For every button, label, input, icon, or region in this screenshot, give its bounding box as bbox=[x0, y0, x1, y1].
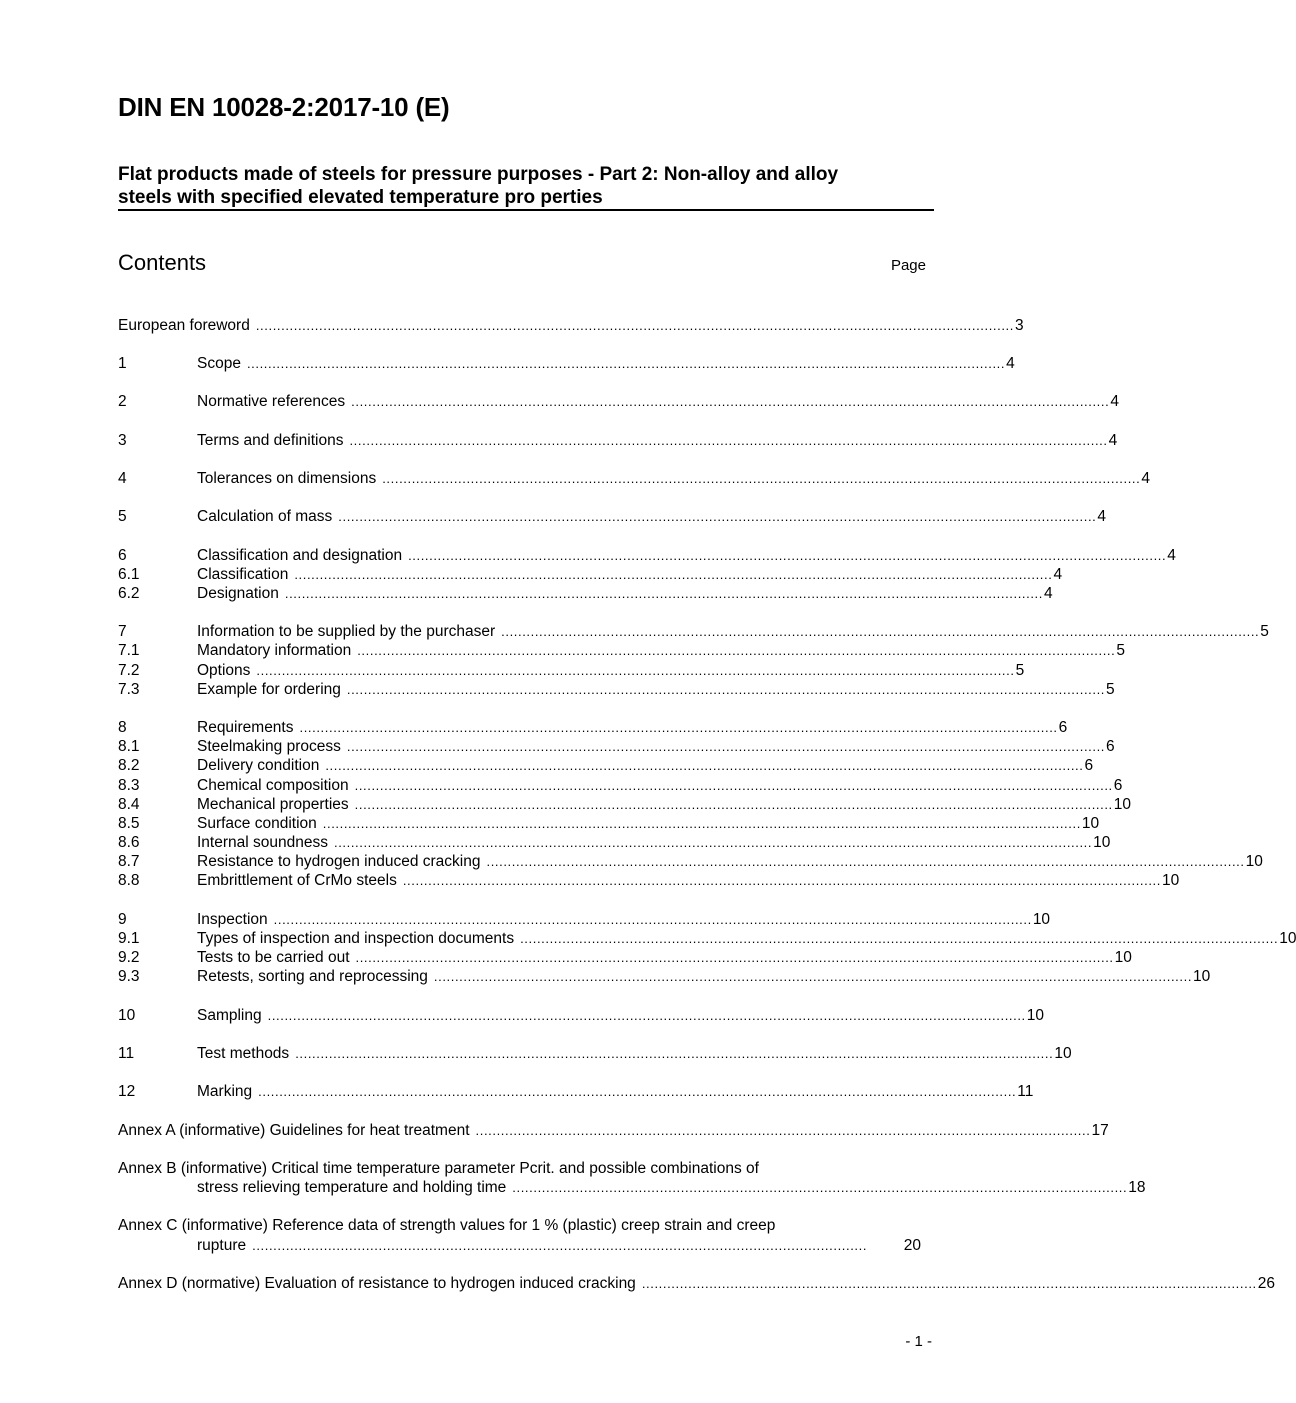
leader-dots: .................................................................................................................................................................................... bbox=[258, 1084, 1017, 1099]
toc-section-number: 7.3 bbox=[118, 681, 140, 698]
toc-section-number: 6.1 bbox=[118, 566, 140, 583]
leader-dots: .................................................................................................................................................................................... bbox=[402, 873, 1161, 888]
toc-label: Options bbox=[197, 661, 256, 680]
toc-label: Embrittlement of CrMo steels bbox=[197, 871, 403, 890]
toc-page: 4 bbox=[1108, 432, 1118, 449]
toc-section-number: 3 bbox=[118, 432, 127, 449]
leader-dots: .................................................................................................................................................................................... bbox=[273, 912, 1032, 927]
toc-label: Test methods bbox=[197, 1044, 295, 1063]
document-id: DIN EN 10028-2:2017-10 (E) bbox=[118, 92, 450, 122]
toc-page: 5 bbox=[1116, 642, 1125, 659]
toc-entry[interactable] bbox=[118, 622, 1269, 641]
toc-page: 20 bbox=[903, 1237, 921, 1254]
leader-dots: .................................................................................................................................................................................... bbox=[486, 854, 1245, 869]
toc-entry[interactable] bbox=[118, 680, 1115, 699]
toc-entry[interactable] bbox=[118, 1044, 1072, 1063]
toc-label: Information to be supplied by the purchaser bbox=[197, 622, 501, 641]
toc-label: European foreword bbox=[118, 316, 256, 335]
toc-entry[interactable] bbox=[118, 967, 1211, 986]
leader-dots: .................................................................................................................................................. bbox=[475, 1123, 1091, 1138]
toc-page: 10 bbox=[1114, 949, 1132, 966]
toc-page: 4 bbox=[1006, 355, 1015, 372]
toc-section-number: 8.5 bbox=[118, 815, 140, 832]
toc-page: 6 bbox=[1058, 719, 1068, 736]
toc-label: Chemical composition bbox=[197, 776, 355, 795]
toc-label: Resistance to hydrogen induced cracking bbox=[197, 852, 486, 871]
document-subtitle bbox=[118, 163, 918, 209]
leader-dots: .................................................................................................................................................................................... bbox=[354, 778, 1113, 793]
toc-label: Calculation of mass bbox=[197, 507, 338, 526]
leader-dots: .................................................................................................................................................................................... bbox=[408, 548, 1167, 563]
toc-section-number: 12 bbox=[118, 1083, 136, 1100]
toc-label: Tests to be carried out bbox=[197, 948, 356, 967]
toc-entry[interactable] bbox=[118, 584, 1053, 603]
toc-page: 4 bbox=[1097, 508, 1107, 525]
toc-label: Scope bbox=[197, 354, 247, 373]
toc-label: Retests, sorting and reprocessing bbox=[197, 967, 434, 986]
toc-label: rupture bbox=[197, 1236, 252, 1255]
leader-dots: .................................................................................................................................................................................... bbox=[255, 318, 1014, 333]
toc-page: 10 bbox=[1093, 834, 1111, 851]
toc-entry[interactable] bbox=[118, 565, 1063, 584]
toc-entry[interactable] bbox=[118, 795, 1132, 814]
contents-heading: Contents bbox=[118, 250, 207, 275]
toc-label: Requirements bbox=[197, 718, 300, 737]
toc-section-number: 7.2 bbox=[118, 662, 140, 679]
toc-page: 10 bbox=[1245, 853, 1263, 870]
leader-dots: .................................................................................................................................................................................... bbox=[346, 739, 1106, 754]
leader-dots: .................................................................................................................................................................................... bbox=[322, 816, 1081, 831]
toc-entry[interactable] bbox=[118, 431, 1118, 450]
toc-section-number: 9.1 bbox=[118, 930, 140, 947]
leader-dots: .................................................................................................................................................................................... bbox=[338, 509, 1097, 524]
toc-label: Mandatory information bbox=[197, 641, 357, 660]
toc-label: stress relieving temperature and holding time bbox=[197, 1178, 512, 1197]
toc-section-number: 4 bbox=[118, 470, 127, 487]
toc-section-number: 10 bbox=[118, 1007, 136, 1024]
toc-entry[interactable] bbox=[118, 833, 1111, 852]
toc-page: 4 bbox=[1167, 547, 1176, 564]
leader-dots: .................................................................................................................................................................................... bbox=[294, 567, 1053, 582]
toc-page: 17 bbox=[1091, 1122, 1109, 1139]
toc-label: Inspection bbox=[197, 910, 274, 929]
toc-section-number: 8.1 bbox=[118, 738, 140, 755]
toc-label: Steelmaking process bbox=[197, 737, 347, 756]
toc-section-number: 9 bbox=[118, 911, 127, 928]
toc-entry[interactable] bbox=[118, 814, 1100, 833]
toc-label: Classification and designation bbox=[197, 546, 408, 565]
toc-entry[interactable] bbox=[118, 776, 1123, 795]
leader-dots: .................................................................................................................................................. bbox=[252, 1238, 868, 1253]
toc-section-number: 8.3 bbox=[118, 777, 140, 794]
toc-entry-annex-a[interactable] bbox=[118, 1121, 1109, 1140]
toc-entry-annex-d[interactable] bbox=[118, 1274, 1275, 1293]
toc-entry[interactable] bbox=[118, 469, 1150, 488]
leader-dots: .................................................................................................................................................................................... bbox=[354, 797, 1113, 812]
leader-dots: .................................................................................................................................................................................... bbox=[299, 720, 1058, 735]
toc-section-number: 11 bbox=[118, 1045, 135, 1062]
title-underline bbox=[118, 209, 934, 211]
leader-dots: .................................................................................................................................................................................... bbox=[267, 1008, 1026, 1023]
toc-label: Surface condition bbox=[197, 814, 323, 833]
toc-entry[interactable] bbox=[118, 948, 1132, 967]
toc-entry[interactable] bbox=[118, 871, 1180, 890]
toc-page: 11 bbox=[1017, 1083, 1034, 1100]
leader-dots: .................................................................................................................................................................................... bbox=[382, 471, 1141, 486]
toc-label: Types of inspection and inspection documents bbox=[197, 929, 520, 948]
toc-label: Normative references bbox=[197, 392, 351, 411]
toc-label: Terms and definitions bbox=[197, 431, 349, 450]
toc-section-number: 8.6 bbox=[118, 834, 140, 851]
toc-entry[interactable] bbox=[118, 1082, 1034, 1101]
page-column-label: Page bbox=[890, 257, 926, 274]
toc-page: 10 bbox=[1032, 911, 1051, 928]
toc-entry[interactable] bbox=[118, 661, 1025, 680]
toc-entry[interactable] bbox=[118, 507, 1107, 526]
toc-section-number: 8.7 bbox=[118, 853, 140, 870]
toc-entry[interactable] bbox=[118, 392, 1119, 411]
toc-section-number: 8.2 bbox=[118, 757, 140, 774]
leader-dots: .................................................................................................................................................................................... bbox=[501, 624, 1260, 639]
toc-page: 4 bbox=[1110, 393, 1119, 410]
toc-label: Delivery condition bbox=[197, 756, 325, 775]
toc-page: 10 bbox=[1113, 796, 1132, 813]
subtitle-line-2: steels with specified elevated temperature pro perties bbox=[118, 187, 603, 208]
toc-label: Marking bbox=[197, 1082, 258, 1101]
toc-page: 4 bbox=[1044, 585, 1053, 602]
toc-section-number: 2 bbox=[118, 393, 127, 410]
leader-dots: .................................................................................................................................................................................... bbox=[325, 758, 1084, 773]
toc-section-number: 7.1 bbox=[118, 642, 140, 659]
toc-entry[interactable] bbox=[118, 641, 1125, 660]
toc-entry[interactable] bbox=[118, 546, 1176, 565]
toc-label: Internal soundness bbox=[197, 833, 334, 852]
toc-label: Designation bbox=[197, 584, 285, 603]
toc-section-number: 8.4 bbox=[118, 796, 140, 813]
toc-section-number: 9.2 bbox=[118, 949, 140, 966]
toc-entry-annex-c[interactable] bbox=[118, 1236, 921, 1255]
toc-page: 4 bbox=[1053, 566, 1063, 583]
toc-entry[interactable] bbox=[118, 737, 1115, 756]
toc-section-number: 9.3 bbox=[118, 968, 140, 985]
toc-page: 26 bbox=[1257, 1275, 1275, 1292]
leader-dots: .................................................................................................................................................................................... bbox=[349, 433, 1108, 448]
toc-section-number: 1 bbox=[118, 355, 127, 372]
toc-label: Annex D (normative) Evaluation of resistance to hydrogen induced cracking bbox=[118, 1274, 642, 1293]
page-number: - 1 - bbox=[905, 1333, 932, 1350]
leader-dots: .................................................................................................................................................................................... bbox=[520, 931, 1279, 946]
toc-page: 4 bbox=[1141, 470, 1150, 487]
leader-dots: .................................................................................................................................................................................... bbox=[357, 643, 1116, 658]
leader-dots: .................................................................................................................................................................................... bbox=[355, 950, 1114, 965]
leader-dots: .................................................................................................................................................................................... bbox=[346, 682, 1106, 697]
toc-entry[interactable] bbox=[118, 316, 1024, 335]
toc-entry[interactable] bbox=[118, 756, 1094, 775]
toc-section-number: 7 bbox=[118, 623, 127, 640]
toc-section-number: 8 bbox=[118, 719, 127, 736]
leader-dots: .................................................................................................................................................................................... bbox=[284, 586, 1043, 601]
toc-entry[interactable] bbox=[118, 718, 1068, 737]
toc-entry[interactable] bbox=[118, 910, 1051, 929]
toc-section-number: 5 bbox=[118, 508, 127, 525]
toc-label: Sampling bbox=[197, 1006, 268, 1025]
toc-page: 5 bbox=[1106, 681, 1115, 698]
toc-section-number: 6 bbox=[118, 547, 127, 564]
toc-entry-annex-b[interactable] bbox=[118, 1178, 1146, 1197]
toc-page: 5 bbox=[1260, 623, 1269, 640]
toc-label: Classification bbox=[197, 565, 294, 584]
toc-page: 10 bbox=[1193, 968, 1211, 985]
leader-dots: .................................................................................................................................................. bbox=[641, 1276, 1257, 1291]
toc-page: 6 bbox=[1106, 738, 1115, 755]
toc-page: 6 bbox=[1084, 757, 1094, 774]
toc-entry[interactable] bbox=[118, 852, 1263, 871]
toc-page: 3 bbox=[1014, 317, 1024, 334]
toc-page: 10 bbox=[1081, 815, 1100, 832]
leader-dots: .................................................................................................................................................................................... bbox=[333, 835, 1093, 850]
toc-entry[interactable] bbox=[118, 354, 1015, 373]
subtitle-line-1: Flat products made of steels for pressure purposes - Part 2: Non-alloy and alloy bbox=[118, 164, 839, 185]
toc-label: Tolerances on dimensions bbox=[197, 469, 382, 488]
toc-label: Annex A (informative) Guidelines for heat treatment bbox=[118, 1121, 476, 1140]
toc-entry[interactable] bbox=[118, 1006, 1045, 1025]
toc-label: Example for ordering bbox=[197, 680, 347, 699]
toc-entry-annex-b-line1[interactable]: Annex B (informative) Critical time temperature parameter Pcrit. and possible combinations of bbox=[118, 1160, 759, 1177]
leader-dots: .................................................................................................................................................................................... bbox=[433, 969, 1193, 984]
toc-page: 10 bbox=[1279, 930, 1296, 947]
leader-dots: .................................................................................................................................................. bbox=[512, 1180, 1128, 1195]
toc-page: 18 bbox=[1128, 1179, 1146, 1196]
toc-label: Mechanical properties bbox=[197, 795, 355, 814]
leader-dots: .................................................................................................................................................................................... bbox=[351, 394, 1110, 409]
leader-dots: .................................................................................................................................................................................... bbox=[246, 356, 1006, 371]
toc-page: 10 bbox=[1054, 1045, 1072, 1062]
toc-entry[interactable] bbox=[118, 929, 1296, 948]
toc-entry-annex-c-line1[interactable]: Annex C (informative) Reference data of strength values for 1 % (plastic) creep strain and creep bbox=[118, 1217, 776, 1234]
toc-page: 10 bbox=[1026, 1007, 1045, 1024]
toc-page: 6 bbox=[1113, 777, 1123, 794]
leader-dots: .................................................................................................................................................................................... bbox=[295, 1046, 1054, 1061]
toc-section-number: 8.8 bbox=[118, 872, 140, 889]
toc-page: 10 bbox=[1161, 872, 1180, 889]
toc-page: 5 bbox=[1015, 662, 1025, 679]
toc-section-number: 6.2 bbox=[118, 585, 140, 602]
leader-dots: .................................................................................................................................................................................... bbox=[256, 663, 1015, 678]
